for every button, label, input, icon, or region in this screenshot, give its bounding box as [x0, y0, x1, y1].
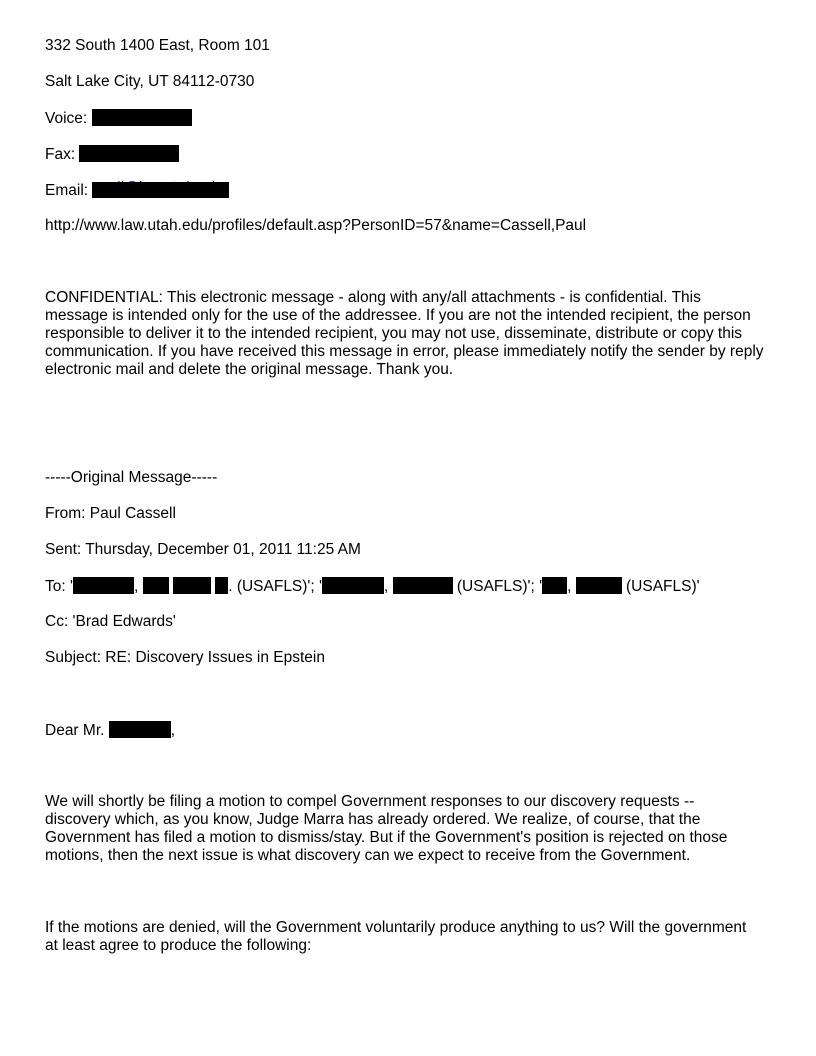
- to-line: [45, 577, 700, 596]
- original-message-divider: -----Original Message-----: [45, 469, 218, 486]
- greeting-name-redaction: [109, 721, 171, 738]
- to-redaction-1: [73, 577, 134, 594]
- fax-line: [45, 145, 179, 164]
- greeting-suffix: ,: [170, 722, 176, 739]
- voice-label: Voice:: [45, 110, 88, 127]
- cc-line: Cc: 'Brad Edwards': [45, 613, 176, 630]
- from-line: From: Paul Cassell: [45, 505, 176, 522]
- email-line: [45, 181, 229, 200]
- voice-line: [45, 109, 192, 128]
- fax-label: Fax:: [45, 146, 76, 163]
- to-label: To: ': [45, 578, 73, 595]
- fax-redaction: [79, 145, 179, 162]
- address-line-2: Salt Lake City, UT 84112-0730: [45, 73, 255, 90]
- email-label: Email:: [45, 182, 89, 199]
- to-redaction-2: [143, 577, 169, 594]
- to-sep-3: ,: [383, 578, 393, 595]
- subject-line: Subject: RE: Discovery Issues in Epstein: [45, 649, 325, 666]
- confidential-notice: CONFIDENTIAL: This electronic message - along with any/all attachments - is confidential. This message is intended only for the use of the addressee. If you are not the intended recipient, the person responsible to deliver it to the intended recipient, you may not use, disseminate, distribute or copy this communication. If you have received this message in error, please immediately notify the sender by reply electronic mail and delete the original message. Thank you.: [45, 289, 764, 378]
- body-paragraph-1: We will shortly be filing a motion to compel Government responses to our discovery requests -- discovery which, as you know, Judge Marra has already ordered. We realize, of course, that the Government has filed a motion to dismiss/stay. But if the Government's position is rejected on those motions, then the next issue is what discovery can we expect to receive from the Government.: [45, 793, 728, 864]
- to-redaction-8: [576, 577, 622, 594]
- body-paragraph-2: If the motions are denied, will the Government voluntarily produce anything to us? Will the government at least agree to produce the following:: [45, 919, 747, 954]
- sent-line: Sent: Thursday, December 01, 2011 11:25 AM: [45, 541, 361, 558]
- greeting: [45, 721, 175, 740]
- to-redaction-3: [173, 577, 211, 594]
- email-redaction: [92, 182, 229, 198]
- to-sep-6: (USAFLS)': [621, 578, 700, 595]
- to-sep-4: (USAFLS)'; ': [452, 578, 543, 595]
- to-redaction-4: [215, 577, 228, 594]
- to-redaction-6: [393, 577, 453, 594]
- email-redacted-link[interactable]: [92, 181, 229, 198]
- greeting-prefix: Dear Mr.: [45, 722, 109, 739]
- to-redaction-5: [322, 577, 384, 594]
- to-sep-2: . (USAFLS)'; ': [228, 578, 322, 595]
- profile-url[interactable]: http://www.law.utah.edu/profiles/default.asp?PersonID=57&name=Cassell,Paul: [45, 217, 587, 234]
- voice-redaction: [92, 109, 192, 126]
- to-redaction-7: [542, 577, 567, 594]
- address-line-1: 332 South 1400 East, Room 101: [45, 37, 270, 54]
- to-sep-1: ,: [133, 578, 143, 595]
- to-sep-5: ,: [567, 578, 576, 595]
